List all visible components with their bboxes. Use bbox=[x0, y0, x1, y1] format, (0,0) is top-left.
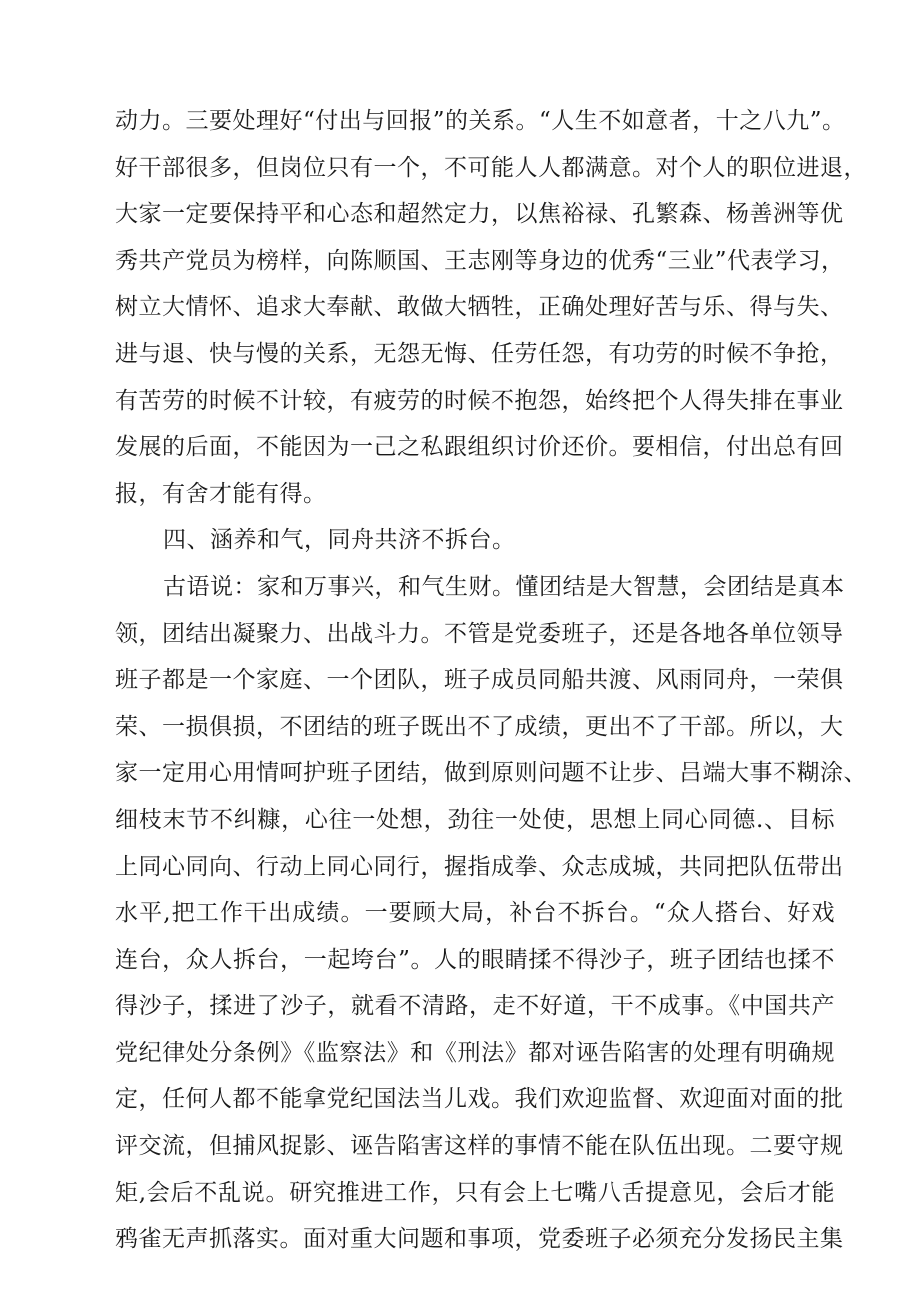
body-text bbox=[115, 98, 867, 1263]
text-line: 报，有舍才能有得。 bbox=[115, 480, 327, 507]
text-line: 评交流，但捕风捉影、诬告陷害这样的事情不能在队伍出现。二要守规 bbox=[115, 1133, 844, 1160]
text-line: 班子都是一个家庭、一个团队，班子成员同船共渡、风雨同舟，一荣俱 bbox=[115, 667, 844, 694]
text-line: 定，任何人都不能拿党纪国法当儿戏。我们欢迎监督、欢迎面对面的批 bbox=[115, 1086, 844, 1113]
text-line: 树立大情怀、追求大奉献、敢做大牺牲，正确处理好苦与乐、得与失、 bbox=[115, 294, 844, 321]
text-line: 党纪律处分条例》《监察法》和《刑法》都对诬告陷害的处理有明确规 bbox=[115, 1039, 835, 1066]
text-line: 大家一定要保持平和心态和超然定力，以焦裕禄、孔繁森、杨善洲等优 bbox=[115, 201, 844, 228]
text-line: 古语说：家和万事兴，和气生财。懂团结是大智慧，会团结是真本 bbox=[163, 573, 845, 600]
text-line: 连台，众人拆台，一起垮台”。人的眼睛揉不得沙子，班子团结也揉不 bbox=[115, 946, 835, 973]
text-line: 家一定用心用情呵护班子团结，做到原则问题不让步、吕端大事不糊涂、 bbox=[115, 760, 867, 787]
text-line: 上同心同向、行动上同心同行，握指成拳、众志成城，共同把队伍带出 bbox=[115, 853, 844, 880]
text-line: 秀共产党员为榜样，向陈顺国、王志刚等身边的优秀“三业”代表学习， bbox=[115, 247, 845, 274]
text-line: 好干部很多，但岗位只有一个，不可能人人都满意。对个人的职位进退， bbox=[115, 154, 867, 181]
text-line: 有苦劳的时候不计较，有疲劳的时候不抱怨，始终把个人得失排在事业 bbox=[115, 387, 844, 414]
text-line: 鸦雀无声抓落实。面对重大问题和事项，党委班子必须充分发扬民主集 bbox=[115, 1226, 844, 1253]
text-line: 得沙子，揉进了沙子，就看不清路，走不好道，干不成事。《中国共产 bbox=[115, 993, 835, 1020]
section-heading: 四、涵养和气，同舟共济不拆台。 bbox=[163, 527, 516, 554]
text-line: 动力。三要处理好“付出与回报”的关系。“人生不如意者，十之八九”。 bbox=[115, 108, 846, 134]
text-line: 领，团结出凝聚力、出战斗力。不管是党委班子，还是各地各单位领导 bbox=[115, 620, 844, 647]
text-line: 进与退、快与慢的关系，无怨无悔、任劳任怨，有功劳的时候不争抢， bbox=[115, 340, 844, 367]
text-line: 荣、一损俱损，不团结的班子既出不了成绩，更出不了干部。所以，大 bbox=[115, 713, 844, 740]
text-line: 矩,会后不乱说。研究推进工作，只有会上七嘴八舌提意见，会后才能 bbox=[115, 1179, 835, 1206]
text-line: 水平,把工作干出成绩。一要顾大局，补台不拆台。“众人搭台、好戏 bbox=[115, 900, 835, 927]
text-line: 发展的后面，不能因为一己之私跟组织讨价还价。要相信，付出总有回 bbox=[115, 434, 844, 461]
text-line: 细枝末节不纠糠，心往一处想，劲往一处使，思想上同心同德.、目标 bbox=[115, 806, 835, 833]
